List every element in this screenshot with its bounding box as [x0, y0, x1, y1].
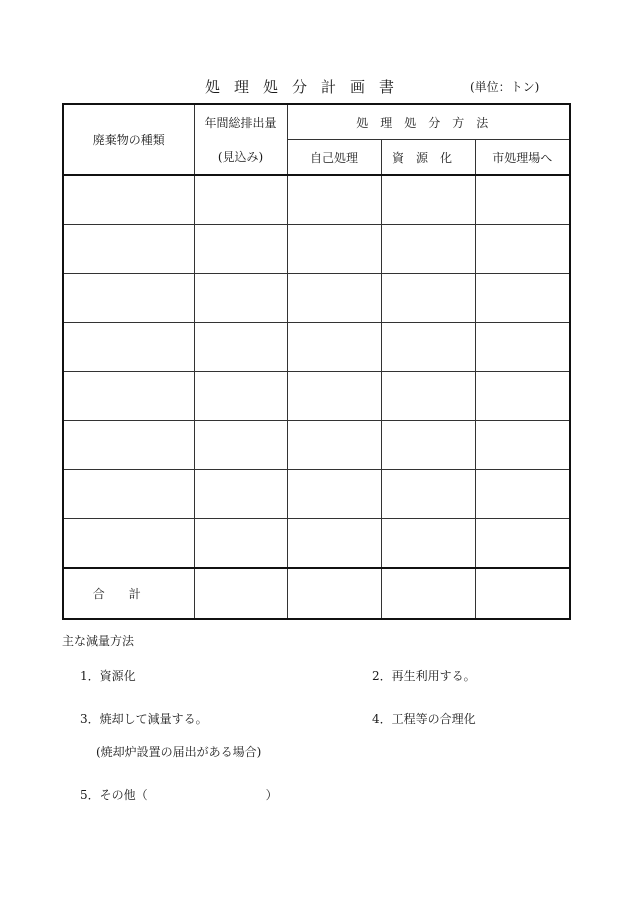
reduction-methods-heading: 主な減量方法 [62, 634, 135, 648]
cell-city[interactable] [475, 274, 570, 323]
cell-city[interactable] [475, 372, 570, 421]
cell-city[interactable] [475, 323, 570, 372]
document-title: 処理処分計画書 [205, 78, 409, 96]
table-row [63, 372, 570, 421]
cell-self[interactable] [287, 274, 381, 323]
cell-recycle[interactable] [381, 519, 475, 569]
cell-recycle[interactable] [381, 274, 475, 323]
table-row [63, 519, 570, 569]
method-item-2: 2．再生利用する。 [372, 669, 476, 683]
table-row [63, 323, 570, 372]
cell-recycle[interactable] [381, 372, 475, 421]
cell-waste-type[interactable] [63, 274, 194, 323]
cell-annual-amount[interactable] [194, 519, 287, 569]
cell-recycle[interactable] [381, 323, 475, 372]
method-item-5-prefix: 5．その他（ [80, 788, 148, 802]
table-row [63, 421, 570, 470]
cell-waste-type[interactable] [63, 225, 194, 274]
cell-waste-type[interactable] [63, 372, 194, 421]
cell-annual-amount[interactable] [194, 274, 287, 323]
method-item-3-note: (焼却炉設置の届出がある場合) [96, 745, 262, 759]
cell-self[interactable] [287, 225, 381, 274]
header-method-recycle: 資源化 [381, 140, 475, 176]
header-annual-amount-line1: 年間総排出量 [194, 104, 287, 140]
cell-self[interactable] [287, 519, 381, 569]
cell-self[interactable] [287, 372, 381, 421]
cell-city[interactable] [475, 175, 570, 225]
cell-city[interactable] [475, 519, 570, 569]
cell-recycle[interactable] [381, 421, 475, 470]
total-row [63, 568, 570, 619]
cell-annual-amount[interactable] [194, 175, 287, 225]
cell-waste-type[interactable] [63, 519, 194, 569]
header-method-group: 処理処分方法 [287, 104, 570, 140]
cell-waste-type[interactable] [63, 175, 194, 225]
header-method-self: 自己処理 [287, 140, 381, 176]
disposal-plan-table [62, 103, 571, 620]
cell-recycle[interactable] [381, 175, 475, 225]
cell-city[interactable] [475, 421, 570, 470]
header-method-city: 市処理場へ [475, 140, 570, 176]
method-item-1: 1．資源化 [80, 669, 136, 683]
cell-waste-type[interactable] [63, 421, 194, 470]
cell-total-recycle[interactable] [381, 568, 475, 619]
total-label: 合計 [63, 568, 194, 619]
cell-self[interactable] [287, 323, 381, 372]
method-item-3: 3．焼却して減量する。 [80, 712, 208, 726]
cell-waste-type[interactable] [63, 470, 194, 519]
method-item-4: 4．工程等の合理化 [372, 712, 476, 726]
cell-self[interactable] [287, 470, 381, 519]
cell-city[interactable] [475, 225, 570, 274]
cell-total-annual-amount[interactable] [194, 568, 287, 619]
cell-annual-amount[interactable] [194, 421, 287, 470]
cell-total-self[interactable] [287, 568, 381, 619]
cell-annual-amount[interactable] [194, 323, 287, 372]
cell-self[interactable] [287, 421, 381, 470]
cell-self[interactable] [287, 175, 381, 225]
header-annual-amount-line2: (見込み) [194, 140, 287, 176]
cell-recycle[interactable] [381, 225, 475, 274]
cell-annual-amount[interactable] [194, 225, 287, 274]
table-row [63, 175, 570, 225]
table-row [63, 470, 570, 519]
method-item-5-suffix: ） [265, 788, 278, 802]
unit-label: (単位：トン) [470, 80, 540, 94]
cell-recycle[interactable] [381, 470, 475, 519]
method-item-5 [80, 786, 278, 803]
cell-annual-amount[interactable] [194, 372, 287, 421]
table-row [63, 274, 570, 323]
table-row [63, 225, 570, 274]
cell-city[interactable] [475, 470, 570, 519]
cell-waste-type[interactable] [63, 323, 194, 372]
cell-annual-amount[interactable] [194, 470, 287, 519]
header-waste-type: 廃棄物の種類 [63, 104, 194, 175]
cell-total-city[interactable] [475, 568, 570, 619]
